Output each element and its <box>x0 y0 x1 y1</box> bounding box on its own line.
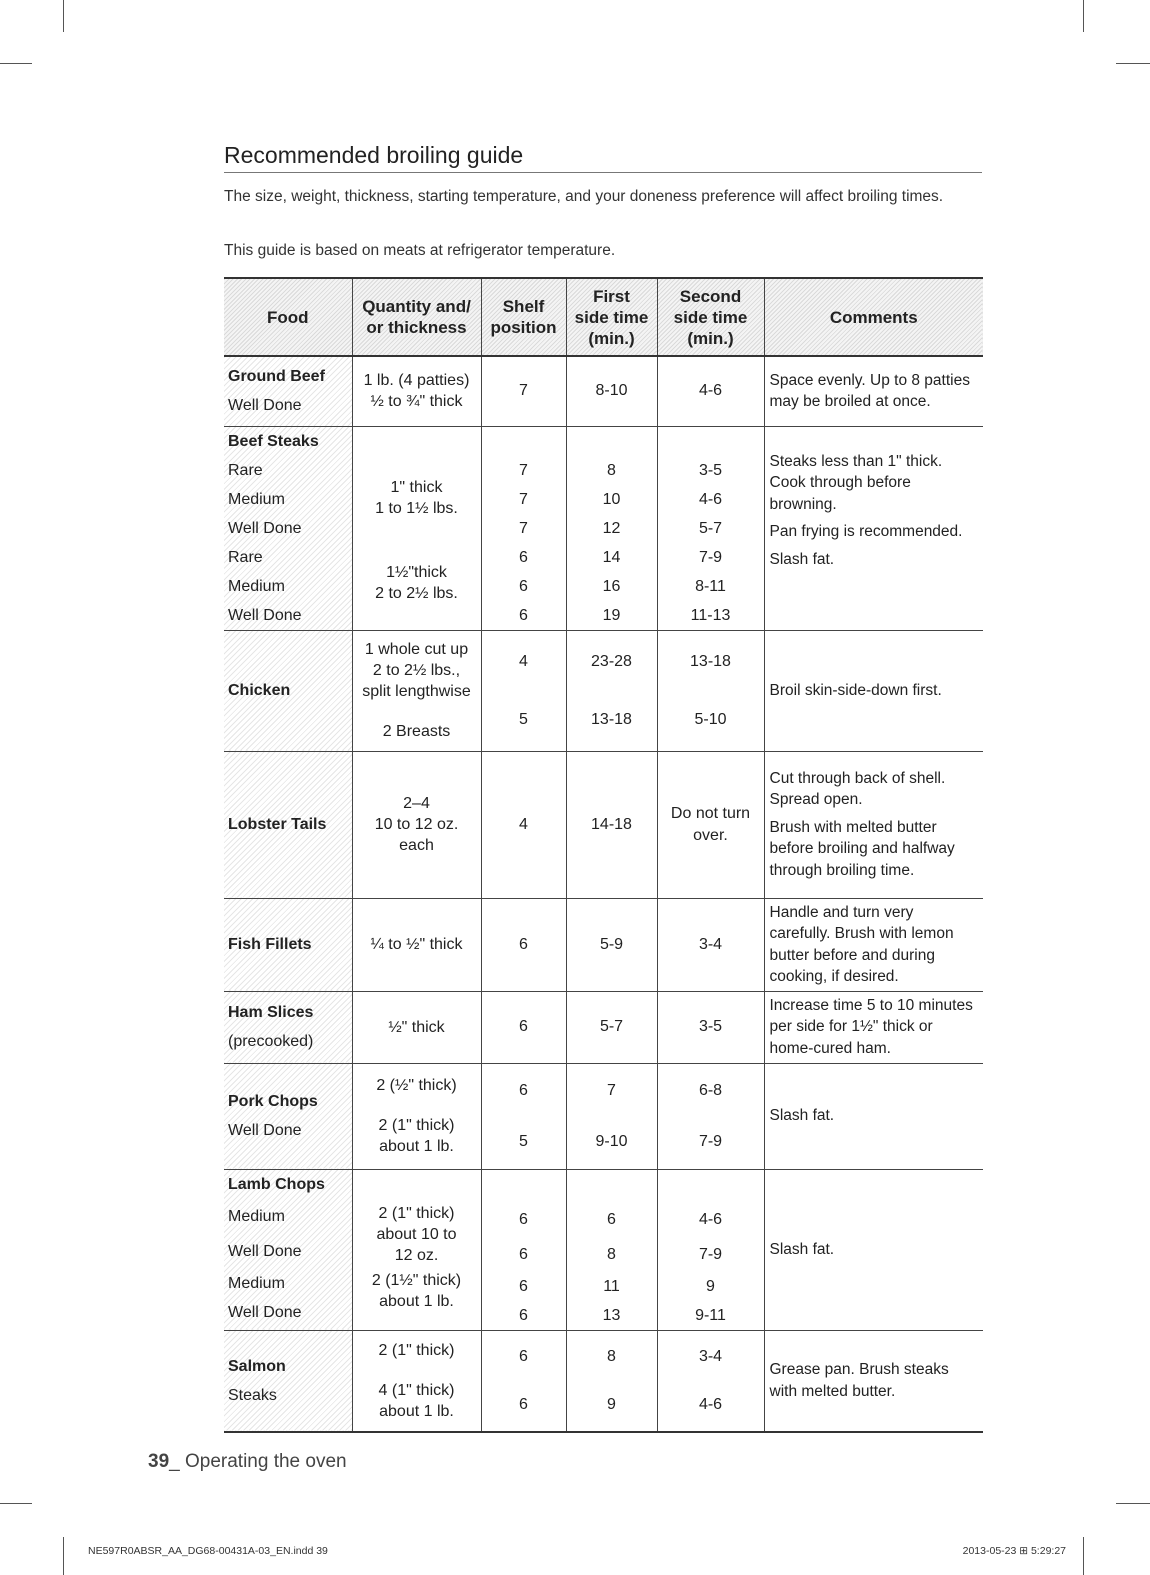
first-side-cell: 8 10 12 14 16 19 <box>566 426 657 630</box>
header-food: Food <box>224 278 352 356</box>
intro-paragraph: This guide is based on meats at refrigerator temperature. <box>224 242 616 259</box>
table-header-row <box>224 278 983 356</box>
page-number: 39 <box>148 1451 170 1472</box>
shelf-cell: 6 <box>481 991 566 1063</box>
first-side-cell: 8-10 <box>566 356 657 426</box>
shelf-cell: 4 5 <box>481 630 566 751</box>
header-shelf: Shelf position <box>481 278 566 356</box>
header-quantity: Quantity and/ or thickness <box>352 278 481 356</box>
crop-mark <box>1116 1503 1150 1504</box>
comment-cell: Handle and turn very carefully. Brush with lemon butter before and during cooking, if desired. <box>764 898 983 991</box>
shelf-cell: 6 6 <box>481 1330 566 1432</box>
table-row <box>224 898 983 991</box>
crop-mark <box>63 0 64 32</box>
second-side-cell: 4-6 7-9 9 9-11 <box>657 1169 764 1330</box>
comment-cell: Cut through back of shell. Spread open. Brush with melted butter before broiling and halfway through broiling time. <box>764 751 983 898</box>
header-comments: Comments <box>764 278 983 356</box>
food-cell: Ground Beef Well Done <box>224 356 352 426</box>
quantity-cell: 2 (1" thick) 4 (1" thick) about 1 lb. <box>352 1330 481 1432</box>
first-side-cell: 5-7 <box>566 991 657 1063</box>
first-side-cell: 5-9 <box>566 898 657 991</box>
food-cell: Lobster Tails <box>224 751 352 898</box>
crop-mark <box>0 63 32 64</box>
comment-cell: Space evenly. Up to 8 patties may be broiled at once. <box>764 356 983 426</box>
table-row <box>224 630 983 751</box>
crop-mark <box>0 1503 32 1504</box>
second-side-cell: Do not turn over. <box>657 751 764 898</box>
crop-mark <box>63 1537 64 1575</box>
broiling-table <box>224 277 983 1433</box>
quantity-cell: 1" thick 1 to 1½ lbs. 1½"thick 2 to 2½ lbs. <box>352 426 481 630</box>
table-row <box>224 426 983 630</box>
page-footer <box>148 1451 347 1473</box>
print-slug-file: NE597R0ABSR_AA_DG68-00431A-03_EN.indd 39 <box>88 1545 328 1557</box>
table-row <box>224 1330 983 1432</box>
quantity-cell: 1 lb. (4 patties) ½ to ¾" thick <box>352 356 481 426</box>
quantity-cell: 2–4 10 to 12 oz. each <box>352 751 481 898</box>
header-second-side: Second side time (min.) <box>657 278 764 356</box>
comment-cell: Slash fat. <box>764 1169 983 1330</box>
shelf-cell: 4 <box>481 751 566 898</box>
page-title: Recommended broiling guide <box>224 142 982 173</box>
intro-paragraph: The size, weight, thickness, starting temperature, and your doneness preference will affect broiling times. <box>224 188 944 205</box>
comment-cell: Steaks less than 1" thick. Cook through before browning. Pan frying is recommended. Slash fat. <box>764 426 983 630</box>
shelf-cell: 6 <box>481 898 566 991</box>
food-cell: Beef Steaks Rare Medium Well Done Rare Medium Well Done <box>224 426 352 630</box>
table-row <box>224 356 983 426</box>
shelf-cell: 6 6 6 6 <box>481 1169 566 1330</box>
header-first-side: First side time (min.) <box>566 278 657 356</box>
table-row <box>224 991 983 1063</box>
food-cell: Pork Chops Well Done <box>224 1063 352 1169</box>
print-slug-date: 2013-05-23 ⊞ 5:29:27 <box>962 1545 1066 1557</box>
first-side-cell: 6 8 11 13 <box>566 1169 657 1330</box>
second-side-cell: 6-8 7-9 <box>657 1063 764 1169</box>
second-side-cell: 3-4 4-6 <box>657 1330 764 1432</box>
food-cell: Chicken <box>224 630 352 751</box>
food-cell: Fish Fillets <box>224 898 352 991</box>
food-cell: Ham Slices (precooked) <box>224 991 352 1063</box>
table-row <box>224 1169 983 1330</box>
crop-mark <box>1083 1537 1084 1575</box>
first-side-cell: 14-18 <box>566 751 657 898</box>
quantity-cell: ¼ to ½" thick <box>352 898 481 991</box>
first-side-cell: 8 9 <box>566 1330 657 1432</box>
second-side-cell: 4-6 <box>657 356 764 426</box>
food-cell: Salmon Steaks <box>224 1330 352 1432</box>
comment-cell: Broil skin-side-down first. <box>764 630 983 751</box>
table-row <box>224 751 983 898</box>
second-side-cell: 3-5 4-6 5-7 7-9 8-11 11-13 <box>657 426 764 630</box>
quantity-cell: 2 (1" thick) about 10 to 12 oz. 2 (1½" thick) about 1 lb. <box>352 1169 481 1330</box>
quantity-cell: 1 whole cut up 2 to 2½ lbs., split lengthwise 2 Breasts <box>352 630 481 751</box>
comment-cell: Slash fat. <box>764 1063 983 1169</box>
comment-cell: Grease pan. Brush steaks with melted butter. <box>764 1330 983 1432</box>
section-name: _ Operating the oven <box>169 1451 347 1472</box>
second-side-cell: 3-5 <box>657 991 764 1063</box>
first-side-cell: 7 9-10 <box>566 1063 657 1169</box>
shelf-cell: 7 <box>481 356 566 426</box>
food-cell: Lamb Chops Medium Well Done Medium Well Done <box>224 1169 352 1330</box>
first-side-cell: 23-28 13-18 <box>566 630 657 751</box>
quantity-cell: 2 (½" thick) 2 (1" thick) about 1 lb. <box>352 1063 481 1169</box>
quantity-cell: ½" thick <box>352 991 481 1063</box>
crop-mark <box>1083 0 1084 32</box>
comment-cell: Increase time 5 to 10 minutes per side for 1½" thick or home-cured ham. <box>764 991 983 1063</box>
table-row <box>224 1063 983 1169</box>
second-side-cell: 3-4 <box>657 898 764 991</box>
crop-mark <box>1116 63 1150 64</box>
second-side-cell: 13-18 5-10 <box>657 630 764 751</box>
shelf-cell: 7 7 7 6 6 6 <box>481 426 566 630</box>
shelf-cell: 6 5 <box>481 1063 566 1169</box>
